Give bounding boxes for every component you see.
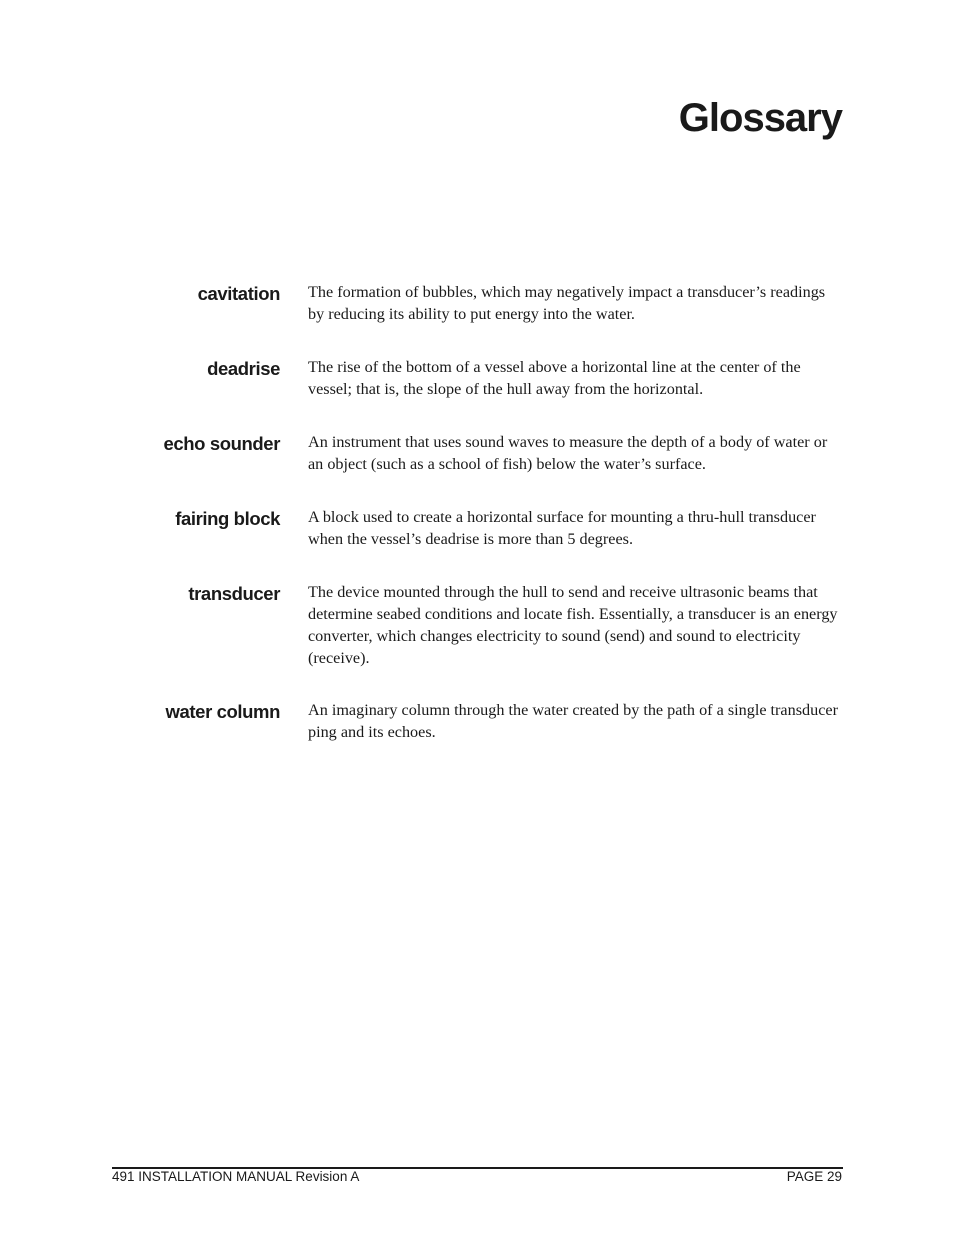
glossary-term: transducer xyxy=(188,583,280,604)
glossary-term: water column xyxy=(165,701,280,722)
page-title: Glossary xyxy=(678,96,842,140)
glossary-definition: An instrument that uses sound waves to measure the depth of a body of water or an object (such as a school of fish) below the water’s surface. xyxy=(308,433,828,473)
glossary-entry-fairing-block xyxy=(0,506,954,581)
glossary-term: cavitation xyxy=(197,283,280,304)
glossary-entry-water-column xyxy=(0,699,954,749)
glossary-definition: An imaginary column through the water created by the path of a single transducer ping and its echoes. xyxy=(308,701,838,741)
glossary-definition: The formation of bubbles, which may negatively impact a transducer’s readings by reducing its ability to put energy into the water. xyxy=(308,283,826,323)
footer-manual-title: 491 INSTALLATION MANUAL Revision A xyxy=(112,1169,360,1184)
footer-page-number: PAGE 29 xyxy=(786,1169,842,1184)
glossary-term: deadrise xyxy=(207,358,280,379)
glossary-list xyxy=(0,281,954,749)
glossary-definition: The rise of the bottom of a vessel above a horizontal line at the center of the vessel; that is, the slope of the hull away from the horizontal. xyxy=(308,358,801,398)
glossary-entry-transducer xyxy=(0,581,954,699)
glossary-term: fairing block xyxy=(175,508,280,529)
glossary-definition: The device mounted through the hull to send and receive ultrasonic beams that determine seabed conditions and locate fish. Essentially, a transducer is an energy converter, which changes electricity to sound (send) and sound to electricity (receive). xyxy=(308,583,838,667)
glossary-entry-cavitation xyxy=(0,281,954,356)
glossary-definition: A block used to create a horizontal surface for mounting a thru-hull transducer when the vessel’s deadrise is more than 5 degrees. xyxy=(308,508,816,548)
glossary-term: echo sounder xyxy=(163,433,280,454)
glossary-entry-deadrise xyxy=(0,356,954,431)
glossary-entry-echo-sounder xyxy=(0,431,954,506)
